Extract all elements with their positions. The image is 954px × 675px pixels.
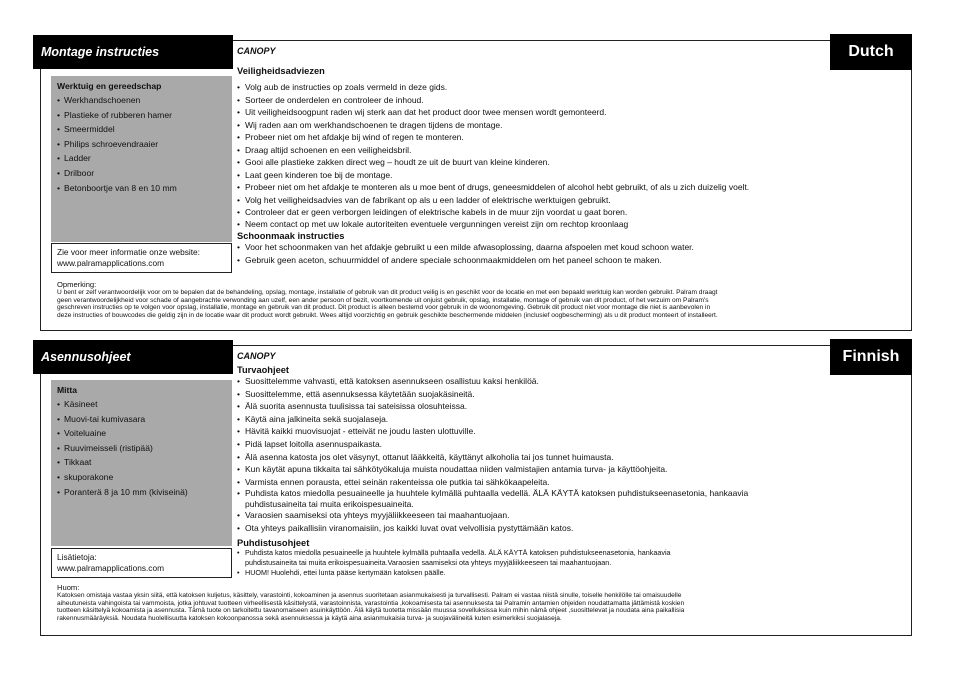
list-item: • Suosittelemme vahvasti, että katoksen asennukseen osallistuu kaksi henkilöä. xyxy=(237,375,902,388)
finnish-tools-title: Mitta xyxy=(57,385,78,395)
dutch-content xyxy=(237,46,902,268)
dutch-safety-title: Veiligheidsadviezen xyxy=(237,66,325,76)
tool-item: • Betonboortje van 8 en 10 mm xyxy=(57,181,226,196)
finnish-remark-title: Huom: xyxy=(57,583,80,592)
remark-line: tuotteen käsittelyä kokoamista ja asennusta. Tämä tuote on tarkoitettu tavanomaiseen asuinkäyttöön. Älä käytä tuotetta missään muussa sovelluksissa kuin mihin nämä ohjeet ,suosittelevat ja noudata aina paikallisia xyxy=(57,607,685,615)
dutch-cleaning-list xyxy=(237,241,902,268)
list-item: • Puhdista katos miedolla pesuaineelle ja huuhtele kylmällä puhtaalla vedellä. ÄLÄ KÄYTÄ katoksen puhdistukseenasetonia, hankaavia puhdistusaineita tai muita erikoispesuaineita. xyxy=(237,488,805,509)
finnish-content xyxy=(237,351,902,578)
tool-item: • Käsineet xyxy=(57,397,226,412)
tool-item: • Muovi-tai kumivasara xyxy=(57,412,226,427)
dutch-product-name: CANOPY xyxy=(237,46,276,56)
list-item: • Voor het schoonmaken van het afdakje gebruikt u een milde afwasoplossing, daarna afspoelen met koud schoon water. xyxy=(237,241,902,255)
finnish-remark xyxy=(57,583,897,622)
tool-item: • Smeermiddel xyxy=(57,122,226,137)
list-item: • Pidä lapset loitolla asennuspaikasta. xyxy=(237,438,902,451)
finnish-info-box xyxy=(51,548,232,578)
list-item: • Volg aub de instructies op zoals vermeld in deze gids. xyxy=(237,81,902,94)
list-item: • Gebruik geen aceton, schuurmiddel of andere speciale schoonmaakmiddelen om het paneel schoon te maken. xyxy=(237,254,902,268)
list-item: • Laat geen kinderen toe bij de montage. xyxy=(237,169,902,182)
list-item: • Draag altijd schoenen en een veiligheidsbril. xyxy=(237,144,902,157)
list-item: • Probeer niet om het afdakje te monteren als u moe bent of drugs, geneesmiddelen of alcohol hebt gebruikt, of als u zich duizelig voelt. xyxy=(237,181,902,194)
list-item: • Varmista ennen porausta, ettei seinän rakenteissa ole putkia tai sähkökaapeleita. xyxy=(237,476,902,489)
list-item: • Neem contact op met uw lokale autoriteiten eventuele vergunningen vereist zijn om rechtop kroonlaag xyxy=(237,219,902,229)
tool-item: • Poranterä 8 ja 10 mm (kiviseinä) xyxy=(57,485,226,500)
dutch-tools-list xyxy=(57,93,226,195)
finnish-cleaning-title: Puhdistusohjeet xyxy=(237,537,310,548)
tool-item: • Tikkaat xyxy=(57,455,226,470)
list-item: • Gooi alle plastieke zakken direct weg – houdt ze uit de buurt van kleine kinderen. xyxy=(237,156,902,169)
tool-item: • Werkhandschoenen xyxy=(57,93,226,108)
dutch-remark xyxy=(57,280,897,319)
tool-item: • Drilboor xyxy=(57,166,226,181)
tool-item: • Voiteluaine xyxy=(57,426,226,441)
dutch-safety-list xyxy=(237,81,902,229)
list-item: • Älä suorita asennusta tuulisissa tai sateisissa olosuhteissa. xyxy=(237,400,902,413)
finnish-language-label: Finnish xyxy=(830,339,912,375)
list-item: • HUOM! Huolehdi, ettei lunta pääse kertymään katoksen päälle. xyxy=(237,568,902,578)
finnish-tools-box xyxy=(51,380,232,546)
remark-line: geschreven instructies op te volgen voor opslag, installatie, montage en gebruik van dit product. Dit product is alleen bestemd voor gebruik in de woonomgeving. Gebruik dit product niet voor montage die niet is aanbevolen in xyxy=(57,304,711,312)
finnish-info-text: Lisätietoja: xyxy=(57,552,97,562)
list-item: • Varaosien saamiseksi ota yhteys myyjäliikkeeseen tai maahantuojaan. xyxy=(237,509,902,522)
finnish-safety-list xyxy=(237,375,902,535)
finnish-website-link[interactable]: www.palramapplications.com xyxy=(57,563,164,573)
dutch-website-link[interactable]: www.palramapplications.com xyxy=(57,258,164,268)
tool-item: • Ladder xyxy=(57,151,226,166)
list-item: • Kun käytät apuna tikkaita tai sähkötyökaluja muista noudattaa niiden valmistajien antamia turva- ja käyttöohjeita. xyxy=(237,463,902,476)
dutch-info-text: Zie voor meer informatie onze website: xyxy=(57,247,200,257)
finnish-tools-list xyxy=(57,397,226,499)
finnish-safety-title: Turvaohjeet xyxy=(237,365,290,375)
finnish-product-name: CANOPY xyxy=(237,351,276,361)
remark-line: Katoksen omistaja vastaa yksin siitä, että katoksen kuljetus, käsittely, varastointi, kokoaminen ja asennus suoritetaan asianmukaisesti ja turvallisesti. Palram ei vastaa niistä sinulle, toiselle henkilölle tai omaisuudelle xyxy=(57,592,682,599)
list-item: • Puhdista katos miedolla pesuaineelle ja huuhtele kylmällä puhtaalla vedellä. ÄLÄ KÄYTÄ katoksen puhdistukseenasetonia, hankaavia puhdistusaineita tai muita erikoispesuaineita.Varaosien saamiseksi ota yhteys myyjäliikkeeseen tai maahantuojaan. xyxy=(237,548,715,568)
list-item: • Wij raden aan om werkhandschoenen te dragen tijdens de montage. xyxy=(237,119,902,132)
dutch-header-title: Montage instructies xyxy=(33,35,233,69)
list-item: • Sorteer de onderdelen en controleer de inhoud. xyxy=(237,94,902,107)
dutch-language-label: Dutch xyxy=(830,34,912,70)
tool-item: • Philips schroevendraaier xyxy=(57,137,226,152)
list-item: • Käytä aina jalkineita sekä suojalaseja. xyxy=(237,413,902,426)
remark-line: deze instructies of bouwcodes die geldig zijn in de locatie waar dit product wordt gebruikt. Wees altijd voorzichtig en gebruik geschikte beschermende middelen (inclusief oogbescherming) als u dit product monteert of installeert. xyxy=(57,311,718,319)
list-item: • Ota yhteys paikallisiin viranomaisiin, jos kaikki luvat ovat velvollisia pystyttämään katos. xyxy=(237,522,902,535)
dutch-cleaning-title: Schoonmaak instructies xyxy=(237,230,345,241)
dutch-info-box xyxy=(51,243,232,273)
list-item: • Volg het veiligheidsadvies van de fabrikant op als u een ladder of elektrische werktuigen gebruikt. xyxy=(237,194,902,207)
dutch-tools-title: Werktuig en gereedschap xyxy=(57,81,162,91)
finnish-header-title: Asennusohjeet xyxy=(33,340,233,374)
remark-line: U bent er zelf verantwoordelijk voor om te bepalen dat de behandeling, opslag, montage, installatie of gebruik van dit product veilig is en geschikt voor de locatie en met een bepaald werktuig kan worden gebruikt. Palram draagt xyxy=(57,289,718,296)
list-item: • Hävitä kaikki muovisuojat - etteivät ne joudu lasten ulottuville. xyxy=(237,425,902,438)
finnish-cleaning-list xyxy=(237,548,902,578)
remark-line: rakennusmääräyksiä. Noudata huolellisuutta katoksen kokoonpanossa sekä asennuksessa ja käytä aina asianmukaisia turva- ja suojavälineitä kuten esimerkiksi suojalaseja. xyxy=(57,614,562,622)
tool-item: • Ruuvimeisseli (ristipää) xyxy=(57,441,226,456)
tool-item: • skuporakone xyxy=(57,470,226,485)
list-item: • Suosittelemme, että asennuksessa käytetään suojakäsineitä. xyxy=(237,388,902,401)
remark-line: aiheutuneista vahingoista tai vammoista, jotka johtuvat tuotteen virheellisestä käsittelystä, varastoinnista, varastointia ,kokoamisesta tai asennuksesta tai Palramin antamien ohjeiden noudattamatta jättämistä koskien xyxy=(57,599,685,607)
remark-line: geen verantwoordelijkheid voor schade of aangebrachte verwonding aan uzelf, een ander persoon of bezit, voortkomende uit onjuist gebruik, opslag, installatie, montage of gebruik van dit product, of het verzuim om Palram's xyxy=(57,296,709,304)
dutch-tools-box xyxy=(51,76,232,242)
list-item: • Uit veiligheidsoogpunt raden wij sterk aan dat het product door twee mensen wordt gemonteerd. xyxy=(237,106,902,119)
tool-item: • Plastieke of rubberen hamer xyxy=(57,108,226,123)
list-item: • Controleer dat er geen verborgen leidingen of elektrische kabels in de muur zijn voordat u gaat boren. xyxy=(237,206,902,219)
list-item: • Probeer niet om het afdakje bij wind of regen te monteren. xyxy=(237,131,902,144)
list-item: • Älä asenna katosta jos olet väsynyt, ottanut lääkkeitä, käyttänyt alkoholia tai jos tunnet huimausta. xyxy=(237,451,902,464)
dutch-remark-title: Opmerking: xyxy=(57,280,97,289)
